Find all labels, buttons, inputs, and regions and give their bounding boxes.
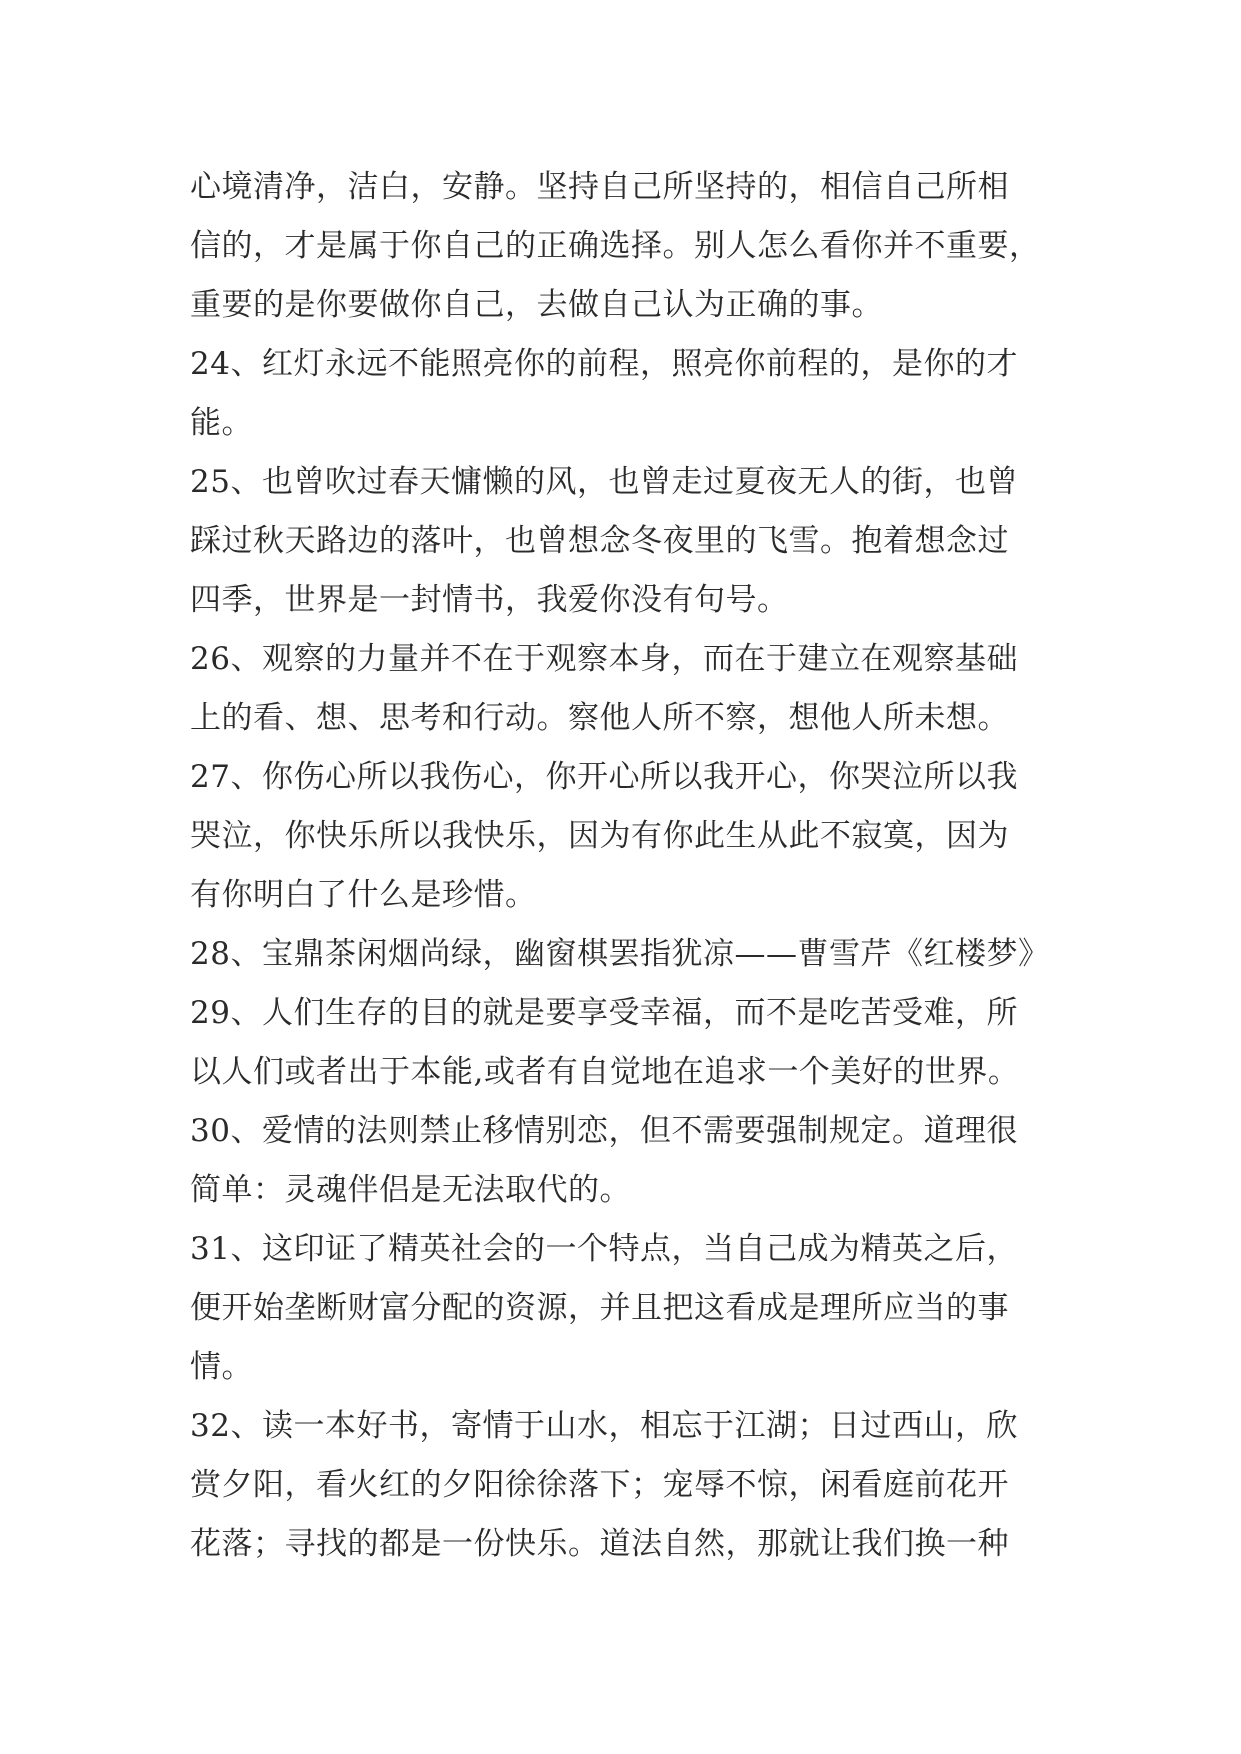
text-line: 哭泣，你快乐所以我快乐，因为有你此生从此不寂寞，因为 <box>190 818 1009 854</box>
text-line: 24、红灯永远不能照亮你的前程，照亮你前程的，是你的才 <box>190 346 1018 382</box>
text-line: 便开始垄断财富分配的资源，并且把这看成是理所应当的事 <box>190 1290 1009 1326</box>
text-line: 情。 <box>190 1349 253 1385</box>
text-line: 以人们或者出于本能,或者有自觉地在追求一个美好的世界。 <box>190 1054 1020 1090</box>
text-line: 31、这印证了精英社会的一个特点，当自己成为精英之后， <box>190 1231 1018 1267</box>
text-line: 32、读一本好书，寄情于山水，相忘于江湖；日过西山，欣 <box>190 1408 1018 1444</box>
text-line: 28、宝鼎茶闲烟尚绿，幽窗棋罢指犹凉——曹雪芹《红楼梦》 <box>190 936 1050 972</box>
text-line: 简单：灵魂伴侣是无法取代的。 <box>190 1172 631 1208</box>
text-line: 30、爱情的法则禁止移情别恋，但不需要强制规定。道理很 <box>190 1113 1018 1149</box>
body-text <box>190 158 1090 1574</box>
text-line: 26、观察的力量并不在于观察本身，而在于建立在观察基础 <box>190 641 1018 677</box>
text-line: 赏夕阳，看火红的夕阳徐徐落下；宠辱不惊，闲看庭前花开 <box>190 1467 1009 1503</box>
text-line: 心境清净，洁白，安静。坚持自己所坚持的，相信自己所相 <box>190 169 1009 205</box>
text-line: 重要的是你要做你自己，去做自己认为正确的事。 <box>190 287 883 323</box>
text-line: 踩过秋天路边的落叶，也曾想念冬夜里的飞雪。抱着想念过 <box>190 523 1009 559</box>
text-line: 四季，世界是一封情书，我爱你没有句号。 <box>190 582 789 618</box>
text-line: 上的看、想、思考和行动。察他人所不察，想他人所未想。 <box>190 700 1009 736</box>
text-line: 花落；寻找的都是一份快乐。道法自然，那就让我们换一种 <box>190 1526 1009 1562</box>
text-line: 信的，才是属于你自己的正确选择。别人怎么看你并不重要， <box>190 228 1041 264</box>
text-line: 有你明白了什么是珍惜。 <box>190 877 537 913</box>
text-line: 29、人们生存的目的就是要享受幸福，而不是吃苦受难，所 <box>190 995 1018 1031</box>
text-line: 能。 <box>190 405 253 441</box>
text-line: 27、你伤心所以我伤心，你开心所以我开心，你哭泣所以我 <box>190 759 1018 795</box>
text-line: 25、也曾吹过春天慵懒的风，也曾走过夏夜无人的街，也曾 <box>190 464 1018 500</box>
